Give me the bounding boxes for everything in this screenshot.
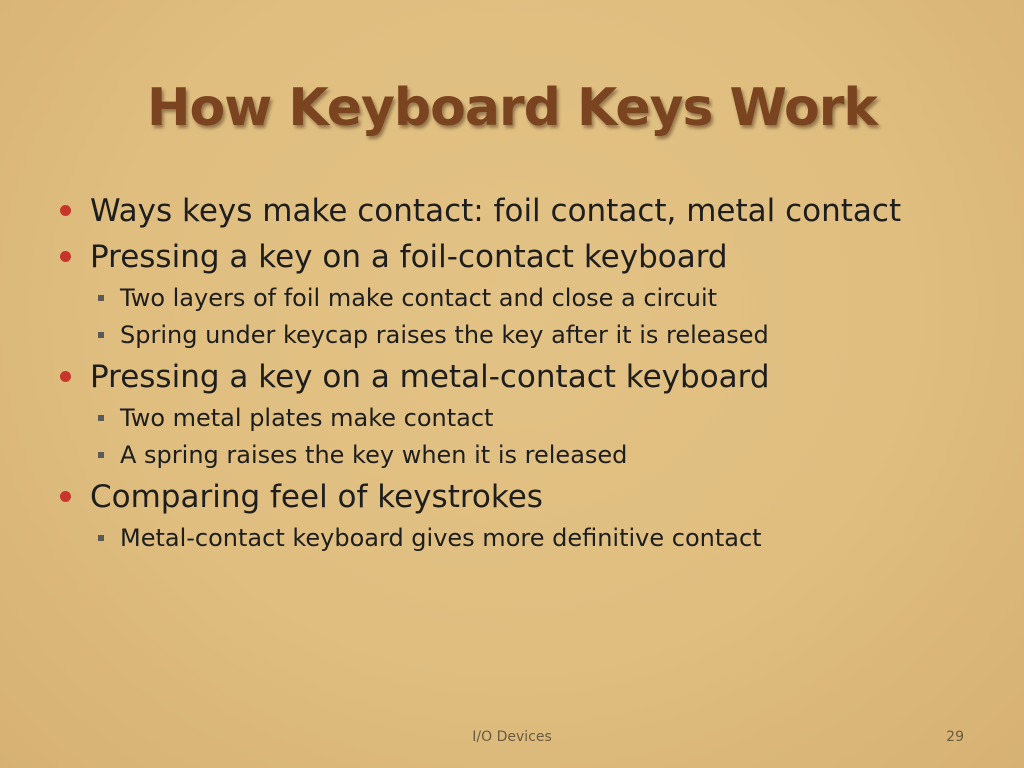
sub-bullet-item bbox=[60, 520, 1000, 557]
bullet-text: Pressing a key on a foil-contact keyboard bbox=[90, 239, 728, 275]
bullet-item bbox=[60, 188, 1000, 234]
square-bullet-icon bbox=[98, 452, 104, 458]
sub-bullet-item bbox=[60, 317, 1000, 354]
sub-bullet-item bbox=[60, 437, 1000, 474]
square-bullet-icon bbox=[98, 535, 104, 541]
sub-bullet-text: Two metal plates make contact bbox=[120, 404, 494, 432]
sub-bullet-item bbox=[60, 280, 1000, 317]
bullet-item bbox=[60, 354, 1000, 400]
slide-title: How Keyboard Keys Work bbox=[147, 78, 877, 138]
bullet-dot-icon bbox=[60, 251, 71, 262]
square-bullet-icon bbox=[98, 295, 104, 301]
sub-bullet-text: A spring raises the key when it is released bbox=[120, 441, 628, 469]
bullet-dot-icon bbox=[60, 205, 71, 216]
square-bullet-icon bbox=[98, 332, 104, 338]
bullet-text: Pressing a key on a metal-contact keyboard bbox=[90, 359, 770, 395]
bullet-text: Ways keys make contact: foil contact, metal contact bbox=[90, 193, 902, 229]
bullet-list bbox=[60, 188, 1000, 557]
bullet-text: Comparing feel of keystrokes bbox=[90, 479, 543, 515]
sub-bullet-item bbox=[60, 400, 1000, 437]
bullet-dot-icon bbox=[60, 491, 71, 502]
bullet-item bbox=[60, 234, 1000, 280]
bullet-dot-icon bbox=[60, 371, 71, 382]
sub-bullet-text: Spring under keycap raises the key after it is released bbox=[120, 321, 769, 349]
page-number: 29 bbox=[946, 729, 964, 745]
square-bullet-icon bbox=[98, 415, 104, 421]
sub-bullet-text: Two layers of foil make contact and close a circuit bbox=[120, 284, 718, 312]
sub-bullet-text: Metal-contact keyboard gives more definitive contact bbox=[120, 524, 762, 552]
bullet-item bbox=[60, 474, 1000, 520]
slide-footer: I/O Devices bbox=[472, 729, 552, 745]
